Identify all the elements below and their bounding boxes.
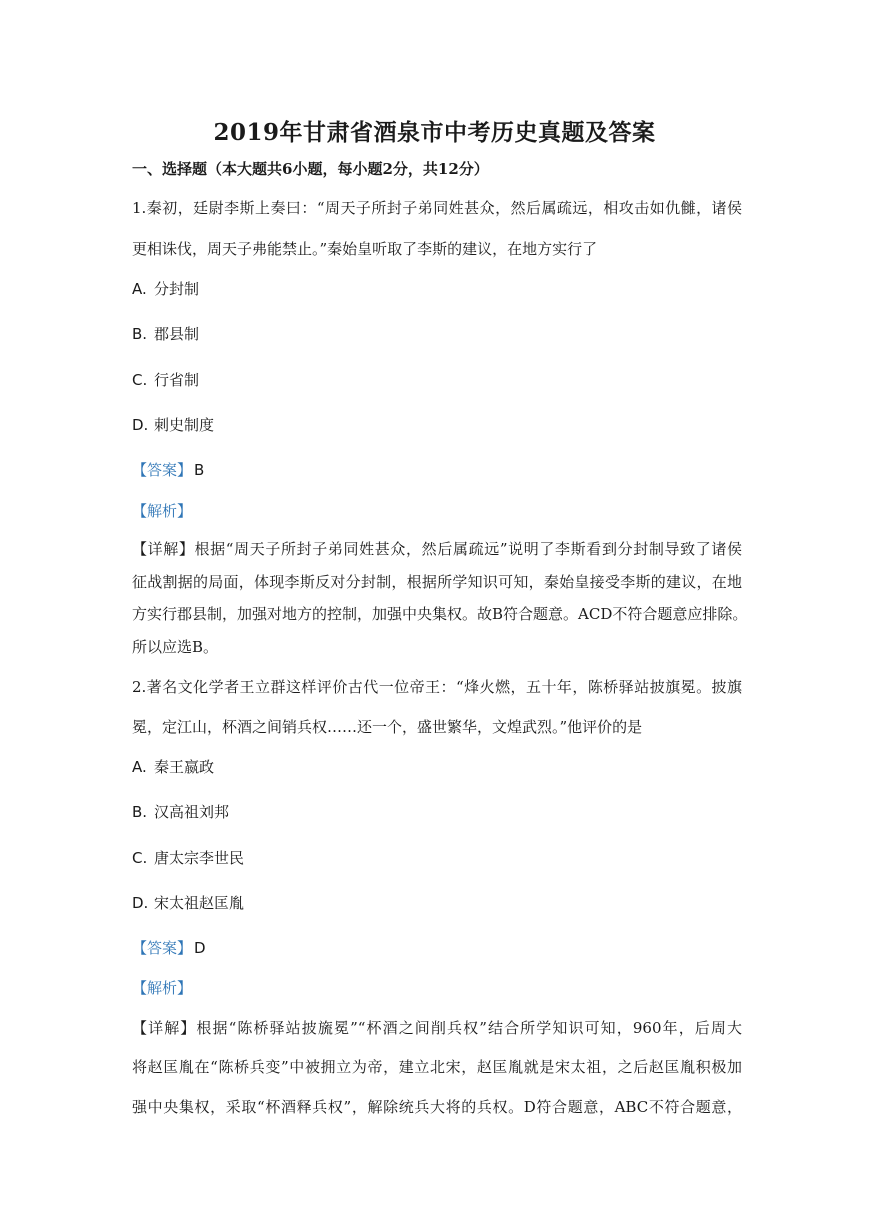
question-1-option-b [132,323,199,344]
option-key: A. [132,758,147,776]
question-2-stem-line-1: 2.著名文化学者王立群这样评价古代一位帝王：“烽火燃，五十年，陈桥驿站披旗冕。披旗 [132,678,742,696]
section-heading: 一、选择题（本大题共6小题，每小题2分，共12分） [132,160,489,178]
option-text: 郡县制 [154,325,200,343]
question-1-option-c [132,369,199,390]
question-2-option-b [132,801,229,822]
question-2-option-d [132,892,244,913]
question-2-stem-line-2: 冕，定江山，杯酒之间销兵权……还一个，盛世繁华，文煌武烈。”他评价的是 [132,718,643,736]
question-1-option-a [132,278,199,299]
question-1-detail-line-1: 【详解】根据“周天子所封子弟同姓甚众，然后属疏远”说明了李斯看到分封制导致了诸侯 [132,540,742,558]
option-key: A. [132,280,147,298]
question-1-stem-line-1: 1.秦初，廷尉李斯上奏曰：“周天子所封子弟同姓甚众，然后属疏远，相攻击如仇雠，诸侯 [132,199,742,217]
question-2-detail-line-3: 强中央集权，采取“杯酒释兵权”，解除统兵大将的兵权。D符合题意，ABC不符合题意， [132,1098,742,1116]
analysis-tag: 【解析】 [132,502,193,520]
question-2-detail-line-1: 【详解】根据“陈桥驿站披旒冕”“杯酒之间削兵权”结合所学知识可知，960年，后周大 [132,1019,742,1037]
option-key: D. [132,894,149,912]
question-2-option-a [132,756,214,777]
analysis-tag: 【解析】 [132,979,193,997]
option-text: 分封制 [154,280,200,298]
option-text: 汉高祖刘邦 [154,803,230,821]
answer-tag: 【答案】 [132,461,193,479]
option-text: 行省制 [154,371,200,389]
page-title: 2019年甘肃省酒泉市中考历史真题及答案 [213,119,656,146]
question-2-option-c [132,847,244,868]
answer-value: B [194,461,205,479]
option-text: 宋太祖赵匡胤 [154,894,245,912]
question-1-detail-line-2: 征战割据的局面，体现李斯反对分封制，根据所学知识可知，秦始皇接受李斯的建议，在地 [132,573,742,591]
question-2-detail-line-2: 将赵匡胤在“陈桥兵变”中被拥立为帝，建立北宋，赵匡胤就是宋太祖，之后赵匡胤积极加 [132,1058,742,1076]
answer-value: D [194,939,206,957]
option-key: B. [132,325,148,343]
question-1-stem-line-2: 更相诛伐，周天子弗能禁止。”秦始皇听取了李斯的建议，在地方实行了 [132,240,598,258]
question-1-detail-line-3: 方实行郡县制，加强对地方的控制，加强中央集权。故B符合题意。ACD不符合题意应排除。 [132,605,748,623]
option-key: C. [132,849,148,867]
option-text: 刺史制度 [154,416,215,434]
question-2-answer [132,937,206,958]
option-text: 唐太宗李世民 [154,849,245,867]
option-key: D. [132,416,149,434]
question-1-option-d [132,414,214,435]
answer-tag: 【答案】 [132,939,193,957]
option-text: 秦王嬴政 [154,758,215,776]
option-key: C. [132,371,148,389]
question-1-detail-line-4: 所以应选B。 [132,638,219,656]
option-key: B. [132,803,148,821]
question-2-analysis-heading [132,977,192,998]
question-1-answer [132,459,204,480]
question-1-analysis-heading [132,500,192,521]
